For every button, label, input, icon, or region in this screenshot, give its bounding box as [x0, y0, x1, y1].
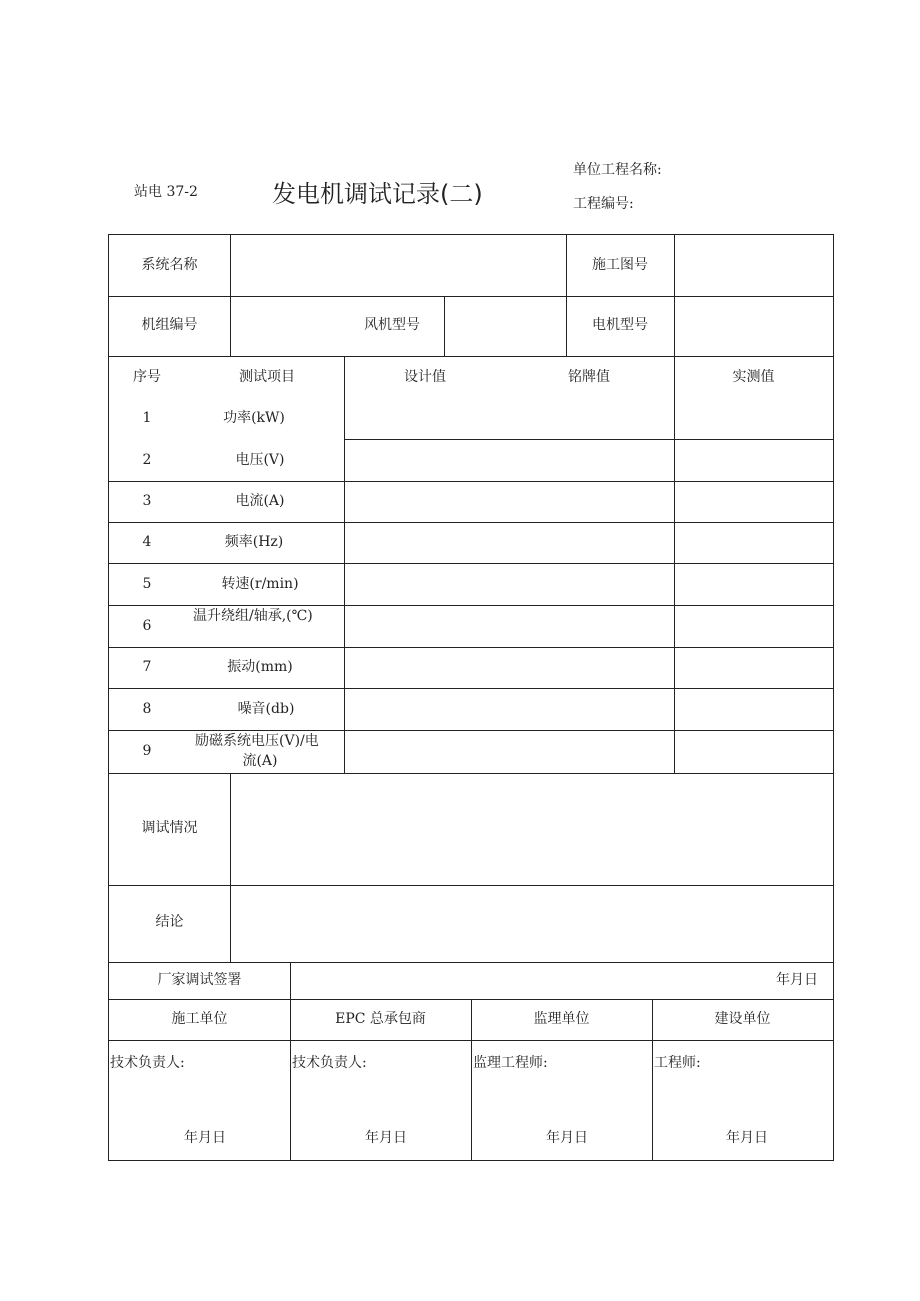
row-divider [109, 296, 833, 297]
test-row-item: 励磁系统电压(V)/电 [195, 733, 319, 749]
test-row-no: 1 [142, 410, 152, 426]
row-divider [109, 688, 833, 689]
conclusion-label: 结论 [155, 914, 184, 930]
unit-no-label: 机组编号 [141, 317, 198, 333]
row-divider [109, 730, 833, 731]
col-header-design: 设计值 [404, 369, 446, 385]
row-divider [109, 481, 833, 482]
party-sign-date: 年月日 [184, 1130, 226, 1146]
test-row-no: 8 [142, 701, 152, 717]
party-signer-role: 技术负责人: [292, 1055, 367, 1071]
col-header-item: 测试项目 [239, 369, 295, 385]
manufacturer-sign-date: 年月日 [776, 972, 818, 988]
debug-record-form [108, 234, 834, 1161]
page-title: 发电机调试记录(二) [272, 180, 483, 208]
test-row-item: 振动(mm) [227, 659, 293, 675]
test-row-item: 电流(A) [235, 493, 285, 509]
test-row-no: 2 [142, 452, 152, 468]
row-divider [109, 522, 833, 523]
manufacturer-sign-label: 厂家调试签署 [157, 972, 242, 988]
test-row-item: 温升绕组/轴承,(℃) [193, 608, 313, 624]
test-row-no: 6 [142, 618, 152, 634]
test-row-no: 4 [142, 534, 152, 550]
system-name-label: 系统名称 [141, 257, 198, 273]
row-divider [109, 563, 833, 564]
form-code: 站电 37-2 [134, 184, 198, 200]
test-row-item: 转速(r/min) [221, 576, 299, 592]
row-divider [109, 885, 833, 886]
row-divider [109, 356, 833, 357]
row-divider [109, 962, 833, 963]
col-header-no: 序号 [133, 369, 161, 385]
col-divider [290, 962, 291, 1160]
party-name: 施工单位 [171, 1011, 228, 1027]
row-divider [109, 605, 833, 606]
test-row-no: 5 [142, 576, 152, 592]
party-name: 建设单位 [714, 1011, 771, 1027]
test-row-item: 噪音(db) [237, 701, 295, 717]
test-row-no: 3 [142, 493, 152, 509]
motor-model-label: 电机型号 [592, 317, 648, 333]
drawing-no-label: 施工图号 [592, 257, 648, 273]
col-divider [566, 235, 567, 356]
debug-status-label: 调试情况 [141, 820, 198, 836]
party-signer-role: 技术负责人: [110, 1055, 185, 1071]
col-header-measured: 实测值 [732, 369, 775, 385]
unit-project-name-label: 单位工程名称: [573, 162, 662, 178]
project-no-label: 工程编号: [573, 196, 634, 212]
col-divider [674, 235, 675, 773]
fan-model-label: 风机型号 [364, 317, 420, 333]
row-divider [344, 439, 833, 440]
test-row-item: 频率(Hz) [224, 534, 284, 550]
party-sign-date: 年月日 [546, 1130, 588, 1146]
test-row-no: 9 [142, 743, 152, 759]
col-divider [230, 235, 231, 356]
test-row-item-cont: 流(A) [242, 753, 278, 769]
party-sign-date: 年月日 [726, 1130, 768, 1146]
test-row-item: 电压(V) [235, 452, 285, 468]
party-signer-role: 工程师: [654, 1055, 701, 1071]
test-row-no: 7 [142, 659, 152, 675]
party-signer-role: 监理工程师: [473, 1055, 548, 1071]
row-divider [109, 773, 833, 774]
col-header-nameplate: 铭牌值 [568, 369, 610, 385]
row-divider [109, 647, 833, 648]
party-name: EPC 总承包商 [335, 1011, 426, 1027]
test-row-item: 功率(kW) [223, 410, 285, 426]
col-divider [444, 296, 445, 356]
col-divider [230, 773, 231, 962]
party-sign-date: 年月日 [365, 1130, 407, 1146]
party-name: 监理单位 [533, 1011, 590, 1027]
